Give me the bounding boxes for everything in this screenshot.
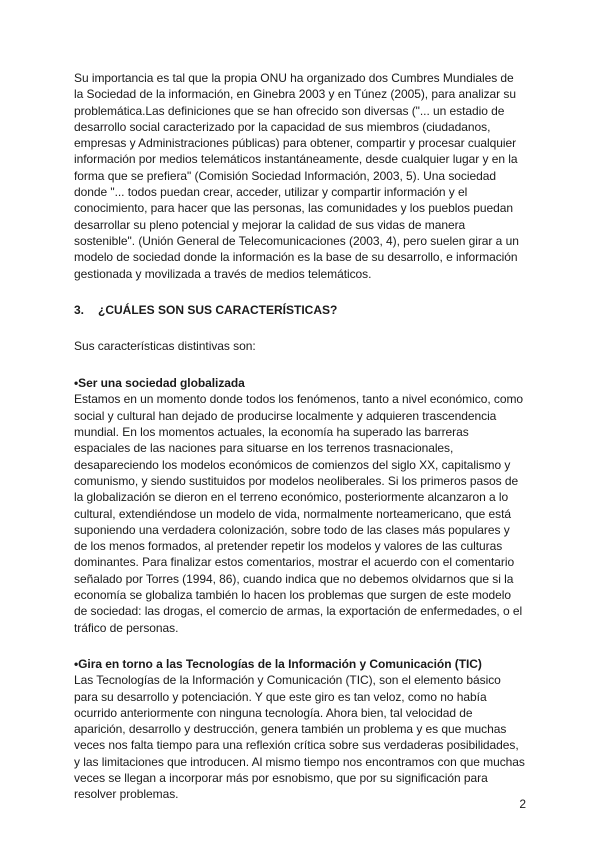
characteristic-body: Las Tecnologías de la Información y Comunicación (TIC), son el elemento básico para su desarrollo y potenciación. Y que este giro es tan veloz, como no había ocurrido anteriormente con ninguna tecnología. Ahora bien, tal velocidad de aparición, desarrollo y destrucción, genera también un problema y es que muchas veces nos falta tiempo para una reflexión crítica sobre sus verdaderas posibilidades, y las limitaciones que introducen. Al mismo tiempo nos encontramos con que muchas veces se llegan a incorporar más por esnobismo, que por su significación para resolver problemas. (74, 673, 525, 802)
characteristic-body: Estamos en un momento donde todos los fenómenos, tanto a nivel económico, como social y cultural han dejado de producirse localmente y adquieren trascendencia mundial. En los momentos actuales, la economía ha superado las barreras espaciales de las naciones para situarse en los terrenos trasnacionales, desapareciendo los modelos económicos de comienzos del siglo XX, capitalismo y comunismo, y siendo sustituidos por modelos neoliberales. Si los primeros pasos de la globalización se dieron en el terreno económico, posteriormente alcanzaron a lo cultural, extendiéndose un modelo de vida, normalmente norteamericano, que está suponiendo una verdadera colonización, sobre todo de las clases más populares y de los menos formados, al pretender repetir los modelos y valores de las culturas dominantes. Para finalizar estos comentarios, mostrar el acuerdo con el comentario señalado por Torres (1994, 86), cuando indica que no debemos olvidarnos que si la economía se globaliza también lo hacen los problemas que surgen de este modelo de sociedad: las drogas, el comercio de armas, la exportación de enfermedades, o el tráfico de personas. (74, 392, 524, 635)
lead-text: Sus características distintivas son: (74, 338, 256, 353)
section-heading (74, 302, 526, 318)
section-number: 3. (74, 302, 85, 317)
page-number: 2 (519, 797, 526, 811)
characteristic-item-globalizada (74, 375, 526, 636)
intro-paragraph: Su importancia es tal que la propia ONU ha organizado dos Cumbres Mundiales de la Sociedad de la información, en Ginebra 2003 y en Túnez (2005), para analizar su problemática.Las definiciones que se han ofrecido son diversas ("... un estadio de desarrollo social caracterizado por la capacidad de sus miembros (ciudadanos, empresas y Administraciones públicas) para obtener, compartir y procesar cualquier información por medios telemáticos instantáneamente, desde cualquier lugar y en la forma que se prefiera" (Comisión Sociedad Información, 2003, 5). Una sociedad donde "... todos puedan crear, acceder, utilizar y compartir información y el conocimiento, para hacer que las personas, las comunidades y los pueblos puedan desarrollar su pleno potencial y mejorar la calidad de sus vidas de manera sostenible". (Unión General de Telecomunicaciones (2003, 4), pero suelen girar a un modelo de sociedad donde la información es la base de su desarrollo, e información gestionada y movilizada a través de medios telemáticos. (74, 71, 519, 281)
page-content (74, 70, 526, 823)
section-title: ¿CUÁLES SON SUS CARACTERÍSTICAS? (98, 302, 338, 317)
characteristic-heading: •Gira en torno a las Tecnologías de la Información y Comunicación (TIC) (74, 656, 482, 671)
characteristic-heading: •Ser una sociedad globalizada (74, 376, 245, 391)
characteristic-item-tic (74, 656, 526, 803)
